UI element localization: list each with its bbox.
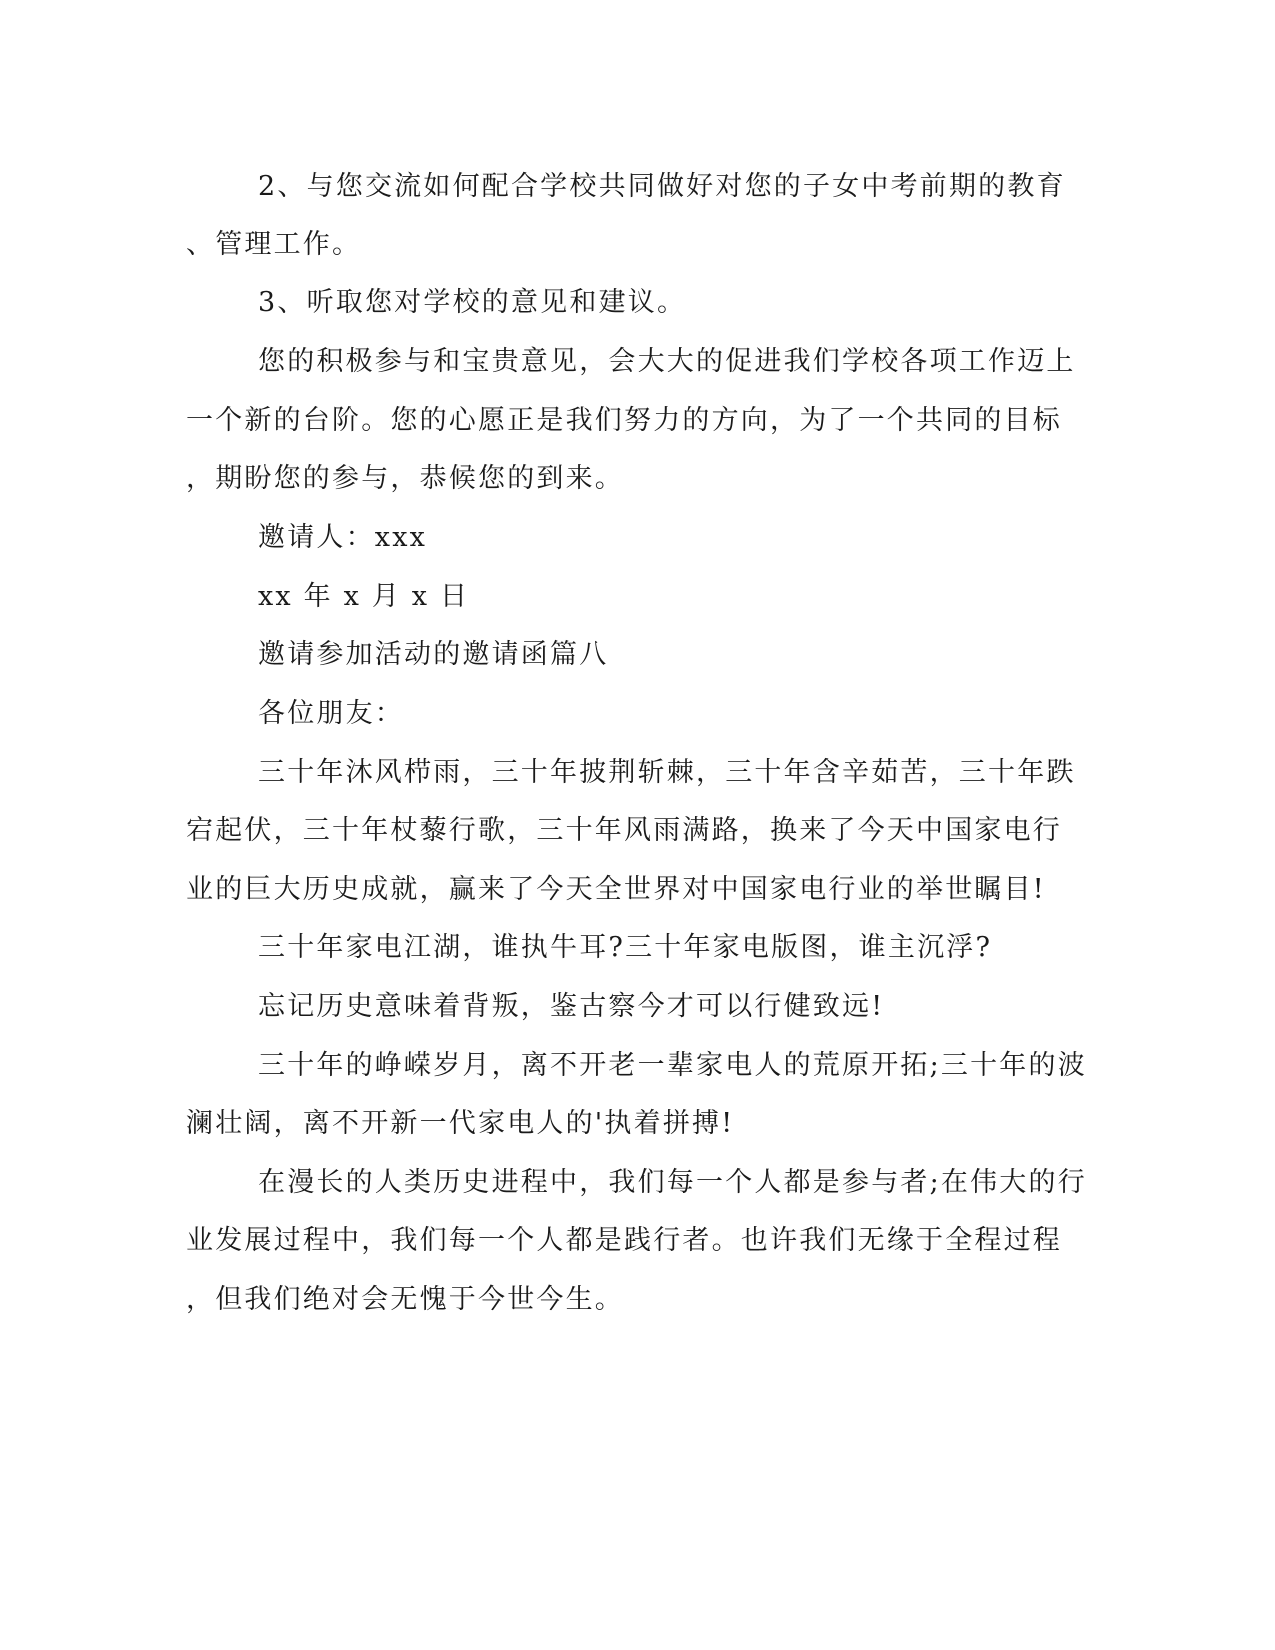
paragraph-line: 澜壮阔，离不开新一代家电人的'执着拼搏! [186, 1108, 735, 1139]
paragraph-line: 3、听取您对学校的意见和建议。 [258, 287, 687, 318]
section-title: 邀请参加活动的邀请函篇八 [258, 639, 609, 670]
salutation: 各位朋友： [258, 698, 404, 729]
paragraph-line: 、管理工作。 [186, 229, 362, 260]
paragraph-line: ，但我们绝对会无愧于今世今生。 [186, 1284, 624, 1315]
paragraph-line: 宕起伏，三十年杖藜行歌，三十年风雨满路，换来了今天中国家电行 [186, 815, 1062, 846]
paragraph-line: ，期盼您的参与，恭候您的到来。 [186, 463, 624, 494]
paragraph-line: 三十年家电江湖，谁执牛耳?三十年家电版图，谁主沉浮? [258, 932, 993, 963]
paragraph-line: 2、与您交流如何配合学校共同做好对您的子女中考前期的教育 [258, 171, 1066, 202]
inviter-line: 邀请人：xxx [258, 522, 428, 553]
paragraph-line: 一个新的台阶。您的心愿正是我们努力的方向，为了一个共同的目标 [186, 405, 1062, 436]
paragraph-line: 您的积极参与和宝贵意见，会大大的促进我们学校各项工作迈上 [258, 346, 1076, 377]
paragraph-line: 在漫长的人类历史进程中，我们每一个人都是参与者;在伟大的行 [258, 1167, 1087, 1198]
paragraph-line: 三十年沐风栉雨，三十年披荆斩棘，三十年含辛茹苦，三十年跌 [258, 757, 1076, 788]
date-line: xx 年 x 月 x 日 [258, 581, 470, 612]
paragraph-line: 忘记历史意味着背叛，鉴古察今才可以行健致远! [258, 991, 885, 1022]
paragraph-line: 三十年的峥嵘岁月，离不开老一辈家电人的荒原开拓;三十年的波 [258, 1050, 1087, 1081]
paragraph-line: 业发展过程中，我们每一个人都是践行者。也许我们无缘于全程过程 [186, 1225, 1062, 1256]
paragraph-line: 业的巨大历史成就，赢来了今天全世界对中国家电行业的举世瞩目! [186, 874, 1046, 905]
